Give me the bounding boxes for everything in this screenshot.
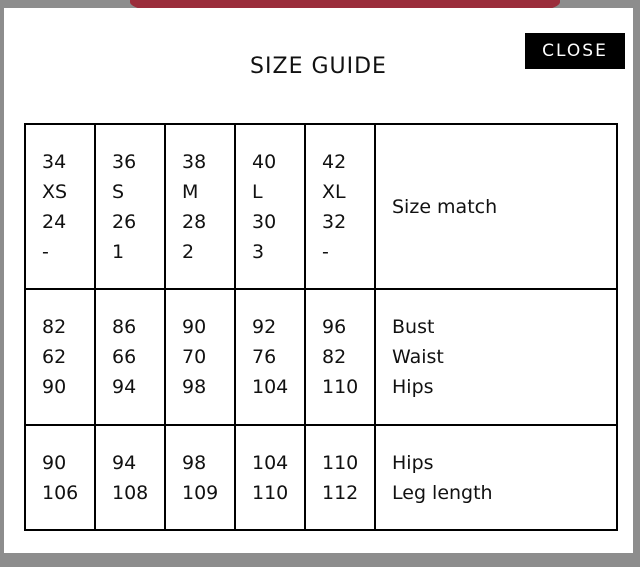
- cell-value: S: [112, 180, 125, 203]
- cell-value: 3: [252, 240, 265, 263]
- table-cell-size-40: [235, 124, 305, 289]
- row-label: Bust: [392, 316, 435, 338]
- table-cell-size-36: [95, 124, 165, 289]
- table-cell-row-label: [375, 289, 617, 425]
- cell-value: 34: [42, 150, 67, 173]
- cell-value: 28: [182, 210, 207, 233]
- cell-value: 1: [112, 240, 125, 263]
- cell-value: 110: [322, 451, 359, 474]
- table-cell-measure: [305, 289, 375, 425]
- cell-value: 38: [182, 150, 207, 173]
- table-cell-measure: [305, 425, 375, 530]
- table-cell-measure: [25, 289, 95, 425]
- table-cell-measure: [235, 289, 305, 425]
- table-cell-size-42: [305, 124, 375, 289]
- cell-value: 108: [112, 481, 149, 504]
- cell-value: 90: [182, 316, 207, 338]
- table-cell-measure: [95, 425, 165, 530]
- row-label: Waist: [392, 346, 444, 368]
- cell-value: 76: [252, 346, 277, 368]
- row-label: Size match: [392, 195, 498, 218]
- cell-value: 66: [112, 346, 137, 368]
- cell-value: 40: [252, 150, 277, 173]
- cell-value: 110: [252, 481, 289, 504]
- cell-value: 86: [112, 316, 137, 338]
- cell-value: 2: [182, 240, 195, 263]
- cell-value: 109: [182, 481, 219, 504]
- cell-value: L: [252, 180, 263, 203]
- cell-value: 42: [322, 150, 347, 173]
- cell-value: 90: [42, 451, 67, 474]
- table-cell-size-38: [165, 124, 235, 289]
- table-cell-measure: [165, 425, 235, 530]
- cell-value: 70: [182, 346, 207, 368]
- table-cell-size-34: [25, 124, 95, 289]
- row-label: Hips: [392, 376, 434, 398]
- row-label: Leg length: [392, 481, 493, 504]
- cell-value: 32: [322, 210, 347, 233]
- cell-value: XS: [42, 180, 68, 203]
- cell-value: 106: [42, 481, 79, 504]
- cell-value: XL: [322, 180, 346, 203]
- cell-value: 110: [322, 376, 359, 398]
- table-cell-measure: [95, 289, 165, 425]
- cell-value: 26: [112, 210, 137, 233]
- cell-value: 90: [42, 376, 67, 398]
- cell-value: 62: [42, 346, 67, 368]
- cell-value: 82: [322, 346, 347, 368]
- size-guide-modal: [4, 8, 633, 553]
- cell-value: 112: [322, 481, 359, 504]
- table-cell-measure: [165, 289, 235, 425]
- table-row-body-measurements: [25, 289, 617, 425]
- cell-value: 104: [252, 451, 289, 474]
- cell-value: 96: [322, 316, 347, 338]
- table-cell-row-label: [375, 124, 617, 289]
- cell-value: 36: [112, 150, 137, 173]
- cell-value: M: [182, 180, 199, 203]
- cell-value: 104: [252, 376, 289, 398]
- cell-value: 30: [252, 210, 277, 233]
- cell-value: -: [322, 240, 329, 263]
- table-cell-measure: [25, 425, 95, 530]
- cell-value: 94: [112, 376, 137, 398]
- size-table: [24, 123, 618, 531]
- modal-title: SIZE GUIDE: [250, 54, 387, 79]
- cell-value: 94: [112, 451, 137, 474]
- table-row-leg-measurements: [25, 425, 617, 530]
- table-cell-row-label: [375, 425, 617, 530]
- cell-value: 92: [252, 316, 277, 338]
- cell-value: 98: [182, 376, 207, 398]
- cell-value: 98: [182, 451, 207, 474]
- row-label: Hips: [392, 451, 434, 474]
- cell-value: 82: [42, 316, 67, 338]
- table-cell-measure: [235, 425, 305, 530]
- close-button[interactable]: CLOSE: [525, 33, 625, 69]
- cell-value: -: [42, 240, 49, 263]
- table-row-size-match: [25, 124, 617, 289]
- cell-value: 24: [42, 210, 67, 233]
